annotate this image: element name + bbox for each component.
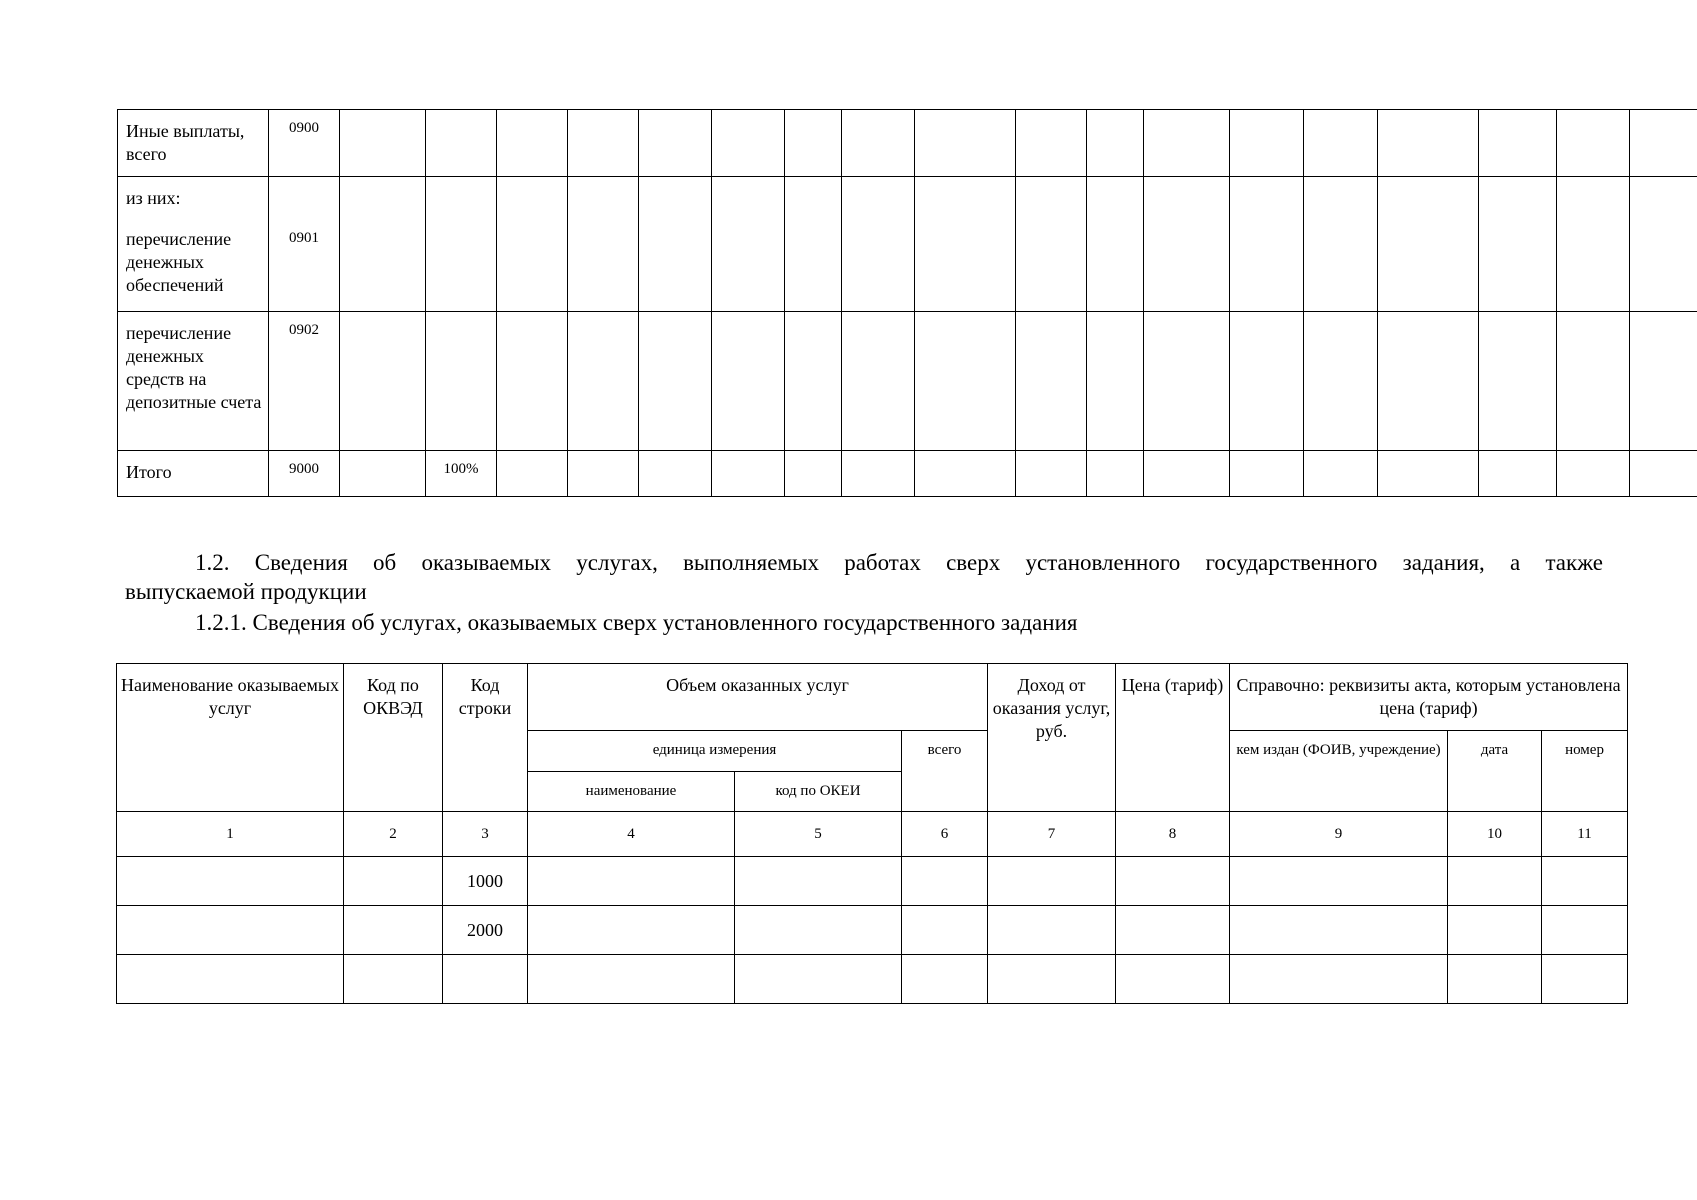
- section-heading-1-2: 1.2. Сведения об оказываемых услугах, выполняемых работах сверх установленного государственного задания, а также: [195, 550, 1603, 575]
- row-code: 2000: [443, 906, 528, 955]
- table-row: [118, 110, 1697, 177]
- row-code: 1000: [443, 857, 528, 906]
- row-label: Иные выплаты, всего: [118, 110, 269, 177]
- table-row-total: [118, 451, 1697, 497]
- column-number: 10: [1448, 812, 1542, 857]
- table-row: [117, 906, 1628, 955]
- payments-table: [117, 109, 1697, 497]
- row-label: перечисление денежных средств на депозитные счета: [118, 312, 269, 451]
- table-row: [117, 955, 1628, 1004]
- header-okei: код по ОКЕИ: [735, 772, 902, 812]
- header-reference: Справочно: реквизиты акта, которым установлена цена (тариф): [1230, 664, 1628, 731]
- header-date: дата: [1448, 731, 1542, 812]
- row-label-text: перечисление денежных обеспечений: [126, 229, 232, 295]
- table-row: [117, 857, 1628, 906]
- header-issuer: кем издан (ФОИВ, учреждение): [1230, 731, 1448, 812]
- column-number: 1: [117, 812, 344, 857]
- table-row: [118, 312, 1697, 451]
- row-code: 0900: [269, 110, 340, 177]
- column-number: 3: [443, 812, 528, 857]
- row-percent: 100%: [426, 451, 497, 497]
- row-code: 0902: [269, 312, 340, 451]
- header-income: Доход от оказания услуг, руб.: [988, 664, 1116, 812]
- header-volume: Объем оказанных услуг: [528, 664, 988, 731]
- header-okved: Код по ОКВЭД: [344, 664, 443, 812]
- header-name: Наименование оказываемых услуг: [117, 664, 344, 812]
- column-number: 5: [735, 812, 902, 857]
- column-number: 2: [344, 812, 443, 857]
- header-total: всего: [902, 731, 988, 812]
- column-number: 6: [902, 812, 988, 857]
- row-code: 0901: [269, 177, 340, 312]
- header-number: номер: [1542, 731, 1628, 812]
- header-price: Цена (тариф): [1116, 664, 1230, 812]
- row-label-intro: из них:: [126, 188, 181, 208]
- header-unit: единица измерения: [528, 731, 902, 772]
- column-number: 7: [988, 812, 1116, 857]
- section-heading-1-2-1: 1.2.1. Сведения об услугах, оказываемых сверх установленного государственного задания: [195, 610, 1078, 635]
- row-label: [118, 177, 269, 312]
- column-numbers-row: [117, 812, 1628, 857]
- section-heading-1-2-cont: выпускаемой продукции: [125, 579, 367, 604]
- services-table: [116, 663, 1628, 1004]
- column-number: 4: [528, 812, 735, 857]
- column-number: 9: [1230, 812, 1448, 857]
- row-code: [443, 955, 528, 1004]
- row-code: 9000: [269, 451, 340, 497]
- table-row: [118, 177, 1697, 312]
- header-unit-name: наименование: [528, 772, 735, 812]
- column-number: 8: [1116, 812, 1230, 857]
- row-label: Итого: [118, 451, 269, 497]
- header-row-code: Код строки: [443, 664, 528, 812]
- column-number: 11: [1542, 812, 1628, 857]
